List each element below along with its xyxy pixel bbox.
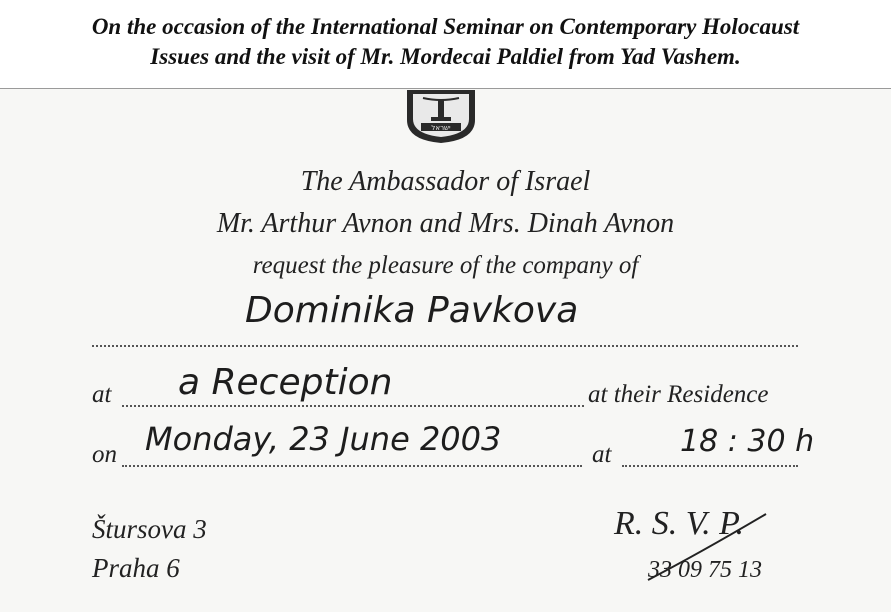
address-street: Štursova 3 [92,514,207,544]
rsvp-label: R. S. V. P. [614,505,745,542]
guest-name: Dominika Pavkova [245,290,579,331]
date-dotted-line [122,465,582,467]
phone-strike-mark [640,508,790,588]
request-line: request the pleasure of the company of [252,252,639,279]
event-date: Monday, 23 June 2003 [145,420,502,458]
emblem-label: ישראל [431,124,451,132]
banner-line-1: On the occasion of the International Seminar on Contemporary Holocaust [91,14,800,39]
on-prefix: on [92,441,117,468]
ambassador-title: The Ambassador of Israel [300,166,591,197]
address-city: Praha 6 [92,553,180,583]
event-dotted-line [122,405,584,407]
occasion-banner [0,0,891,89]
at-prefix: at [92,381,112,408]
israel-emblem-icon [401,88,481,144]
rsvp-phone: 33 09 75 13 [648,557,762,583]
time-dotted-line [622,465,798,467]
hosts-names: Mr. Arthur Avnon and Mrs. Dinah Avnon [216,208,675,239]
event-name: a Reception [178,362,393,403]
residence-text: at their Residence [588,381,769,408]
guest-dotted-line [92,345,798,347]
banner-line-2: Issues and the visit of Mr. Mordecai Paldiel from Yad Vashem. [150,44,741,69]
at-time-prefix: at [592,441,612,468]
event-time: 18 : 30 h [680,424,815,459]
